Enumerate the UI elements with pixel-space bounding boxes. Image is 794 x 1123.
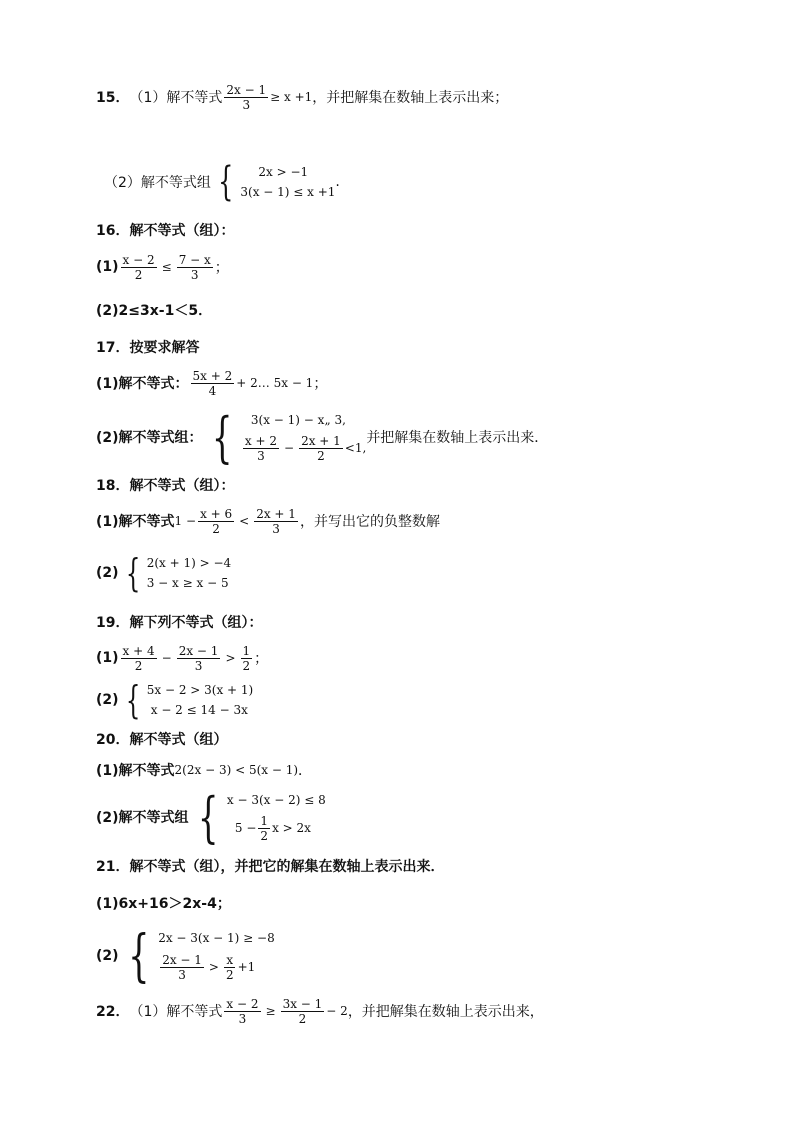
q20-line2-fraction-numerator: 1 xyxy=(260,813,269,828)
q20-system-line2 xyxy=(227,811,326,845)
q22-part1 xyxy=(96,994,544,1028)
q17-line2-operator: − xyxy=(284,441,295,455)
q21-system xyxy=(121,924,275,989)
q19-part2 xyxy=(96,679,253,721)
q19-operator-1: − xyxy=(161,651,172,665)
q19-fraction-a-denominator: 2 xyxy=(134,658,143,673)
q19-fraction-a-numerator: x + 4 xyxy=(122,643,155,658)
q19-fraction-a xyxy=(121,644,157,673)
q16-part1-label: (1) xyxy=(96,259,119,275)
q18-fraction-a-denominator: 2 xyxy=(212,521,220,536)
q15-part2-suffix: . xyxy=(335,174,340,190)
q20-system-lines xyxy=(227,789,326,845)
q19-fraction-b-numerator: 2x − 1 xyxy=(178,643,219,658)
q18-part1 xyxy=(96,504,440,538)
q17-part2 xyxy=(96,405,549,469)
q18-system-line1: 2(x + 1) > −4 xyxy=(146,556,232,570)
q15-system-lines xyxy=(240,162,335,202)
q20-system xyxy=(191,786,326,849)
q18-part1-lead: 1 − xyxy=(174,514,197,528)
q21-line2-operator: > xyxy=(208,960,219,974)
q18-system-lines xyxy=(147,553,231,593)
q15-part1-rhs: ≥ x +1 xyxy=(270,90,313,104)
q22-prefix: （1）解不等式 xyxy=(129,1004,223,1020)
q20-line2-fraction xyxy=(258,814,270,843)
brace-icon: { xyxy=(197,785,219,849)
q16-operator: ≤ xyxy=(161,260,172,274)
q17-line2-fraction-b-numerator: 2x + 1 xyxy=(301,433,341,448)
q19-part1 xyxy=(96,641,268,675)
q20-line2-lead: 5 − xyxy=(234,821,257,835)
q17-line2-fraction-b xyxy=(299,434,343,463)
q20-part2 xyxy=(96,785,326,849)
q17-line2-fraction-b-denominator: 2 xyxy=(317,448,325,463)
q15-fraction-denominator: 3 xyxy=(242,97,251,112)
q17-part1-suffix: ； xyxy=(313,376,328,392)
q19-part1-suffix: ； xyxy=(254,651,269,667)
q22-fraction-b-denominator: 2 xyxy=(298,1011,307,1026)
q21-part1: (1)6x+16＞2x-4； xyxy=(96,896,231,912)
q18-operator: < xyxy=(239,514,250,528)
q21-line2-fraction-b-denominator: 2 xyxy=(225,967,234,982)
q19-fraction-b xyxy=(177,644,221,673)
q19-fraction-c-numerator: 1 xyxy=(242,643,251,658)
q19-fraction-c xyxy=(241,644,253,673)
q19-operator-2: > xyxy=(225,651,236,665)
brace-icon: { xyxy=(218,159,234,205)
q21-line2-fraction-b xyxy=(224,953,236,982)
q16-header: 16．解不等式（组）： xyxy=(96,223,235,239)
q17-line2-rest: <1, xyxy=(344,441,367,455)
q21-part2-label: (2) xyxy=(96,948,119,964)
q19-part1-label: (1) xyxy=(96,650,119,666)
q21-system-line1: 2x − 3(x − 1) ≥ −8 xyxy=(158,931,275,945)
q17-system-line2 xyxy=(241,431,366,465)
q16-fraction-a-denominator: 2 xyxy=(134,267,143,282)
q21-part2 xyxy=(96,923,275,989)
q19-header: 19．解下列不等式（组）： xyxy=(96,615,263,631)
q21-line2-rest: +1 xyxy=(237,960,256,974)
q20-part2-prefix: (2)解不等式组 xyxy=(96,810,189,826)
q17-system-line1: 3(x − 1) − x„ 3, xyxy=(250,413,346,427)
q16-part2: (2)2≤3x-1＜5． xyxy=(96,303,213,319)
q22-fraction-b xyxy=(281,997,325,1026)
q16-fraction-b xyxy=(177,253,213,282)
q15-fraction-numerator: 2x − 1 xyxy=(226,82,267,97)
q15-system-line1: 2x > −1 xyxy=(258,165,309,179)
q18-system-line2: 3 − x ≥ x − 5 xyxy=(146,576,229,590)
q22-number: 22． xyxy=(96,1004,130,1020)
q15-fraction xyxy=(224,83,268,112)
q15-part2 xyxy=(104,160,340,204)
q17-line2-fraction-a xyxy=(243,434,279,463)
q19-system-line1: 5x − 2 > 3(x + 1) xyxy=(146,683,254,697)
q19-fraction-c-denominator: 2 xyxy=(242,658,251,673)
q15-part2-prefix: （2）解不等式组 xyxy=(104,175,211,191)
q19-fraction-b-denominator: 3 xyxy=(194,658,203,673)
q17-fraction-numerator: 5x + 2 xyxy=(192,368,233,383)
q15-system-line2: 3(x − 1) ≤ x +1 xyxy=(240,185,336,199)
q18-part1-prefix: (1)解不等式 xyxy=(96,514,175,530)
q17-part2-suffix: 并把解集在数轴上表示出来． xyxy=(366,430,549,446)
q18-header: 18．解不等式（组）： xyxy=(96,478,235,494)
q19-system-line2: x − 2 ≤ 14 − 3x xyxy=(150,703,248,717)
q17-part1-prefix: (1)解不等式： xyxy=(96,376,189,392)
q20-part1 xyxy=(96,759,312,781)
q17-part1-rest: + 2… 5x − 1 xyxy=(236,376,314,390)
brace-icon: { xyxy=(211,405,233,469)
brace-icon: { xyxy=(127,923,150,989)
q22-operator: ≥ xyxy=(265,1004,276,1018)
q21-line2-fraction-a-denominator: 3 xyxy=(178,967,186,982)
q18-part1-suffix: ，并写出它的负整数解 xyxy=(299,514,440,530)
q17-part1 xyxy=(96,367,327,399)
q20-part1-suffix: ． xyxy=(298,763,313,779)
q20-header: 20．解不等式（组） xyxy=(96,732,228,748)
q21-line2-fraction-a xyxy=(160,953,204,982)
q20-line2-fraction-denominator: 2 xyxy=(260,828,269,843)
q21-system-lines xyxy=(158,927,275,985)
q18-fraction-a-numerator: x + 6 xyxy=(200,506,233,521)
q18-part2 xyxy=(96,552,231,594)
q17-fraction xyxy=(191,369,235,398)
q17-line2-fraction-a-numerator: x + 2 xyxy=(244,433,277,448)
brace-icon: { xyxy=(125,678,140,722)
q17-fraction-denominator: 4 xyxy=(208,383,217,398)
q17-line2-fraction-a-denominator: 3 xyxy=(257,448,265,463)
q18-fraction-a xyxy=(198,507,234,536)
q20-part1-prefix: (1)解不等式 xyxy=(96,763,175,779)
q17-system xyxy=(205,406,367,469)
q18-fraction-b-denominator: 3 xyxy=(272,521,280,536)
q22-rest: − 2 xyxy=(326,1004,348,1018)
q16-part1-suffix: ； xyxy=(214,260,229,276)
q20-line2-rest: x > 2x xyxy=(272,821,311,835)
q18-part2-label: (2) xyxy=(96,565,119,581)
q15-part1-prefix: （1）解不等式 xyxy=(129,90,223,106)
q16-part1 xyxy=(96,250,229,284)
q18-fraction-b-numerator: 2x + 1 xyxy=(256,506,296,521)
q17-part2-prefix: (2)解不等式组： xyxy=(96,430,203,446)
q22-fraction-a xyxy=(224,997,260,1026)
brace-icon: { xyxy=(125,551,140,595)
q20-system-line1: x − 3(x − 2) ≤ 8 xyxy=(226,793,326,807)
q15-system xyxy=(213,159,336,205)
q22-fraction-b-numerator: 3x − 1 xyxy=(282,996,323,1011)
q16-fraction-a-numerator: x − 2 xyxy=(122,252,155,267)
q15-part1-suffix: ，并把解集在数轴上表示出来； xyxy=(312,90,509,106)
q17-system-lines xyxy=(241,409,366,465)
q16-fraction-b-numerator: 7 − x xyxy=(178,252,211,267)
q22-suffix: ，并把解集在数轴上表示出来， xyxy=(347,1004,544,1020)
q19-system xyxy=(121,678,254,722)
q19-system-lines xyxy=(147,680,254,720)
q22-fraction-a-denominator: 3 xyxy=(238,1011,247,1026)
q21-system-line2 xyxy=(158,949,275,985)
q15-number: 15． xyxy=(96,90,130,106)
q21-line2-fraction-a-numerator: 2x − 1 xyxy=(162,952,202,967)
q21-line2-fraction-b-numerator: x xyxy=(226,952,234,967)
q15-part1 xyxy=(96,84,508,110)
q18-fraction-b xyxy=(254,507,298,536)
q19-part2-label: (2) xyxy=(96,692,119,708)
q16-fraction-b-denominator: 3 xyxy=(190,267,199,282)
q22-fraction-a-numerator: x − 2 xyxy=(226,996,259,1011)
q17-header: 17．按要求解答 xyxy=(96,340,200,356)
q18-system xyxy=(121,551,232,595)
q20-part1-expression: 2(2x − 3) < 5(x − 1) xyxy=(174,763,299,777)
q21-header: 21．解不等式（组），并把它的解集在数轴上表示出来． xyxy=(96,859,445,875)
q16-fraction-a xyxy=(121,253,157,282)
